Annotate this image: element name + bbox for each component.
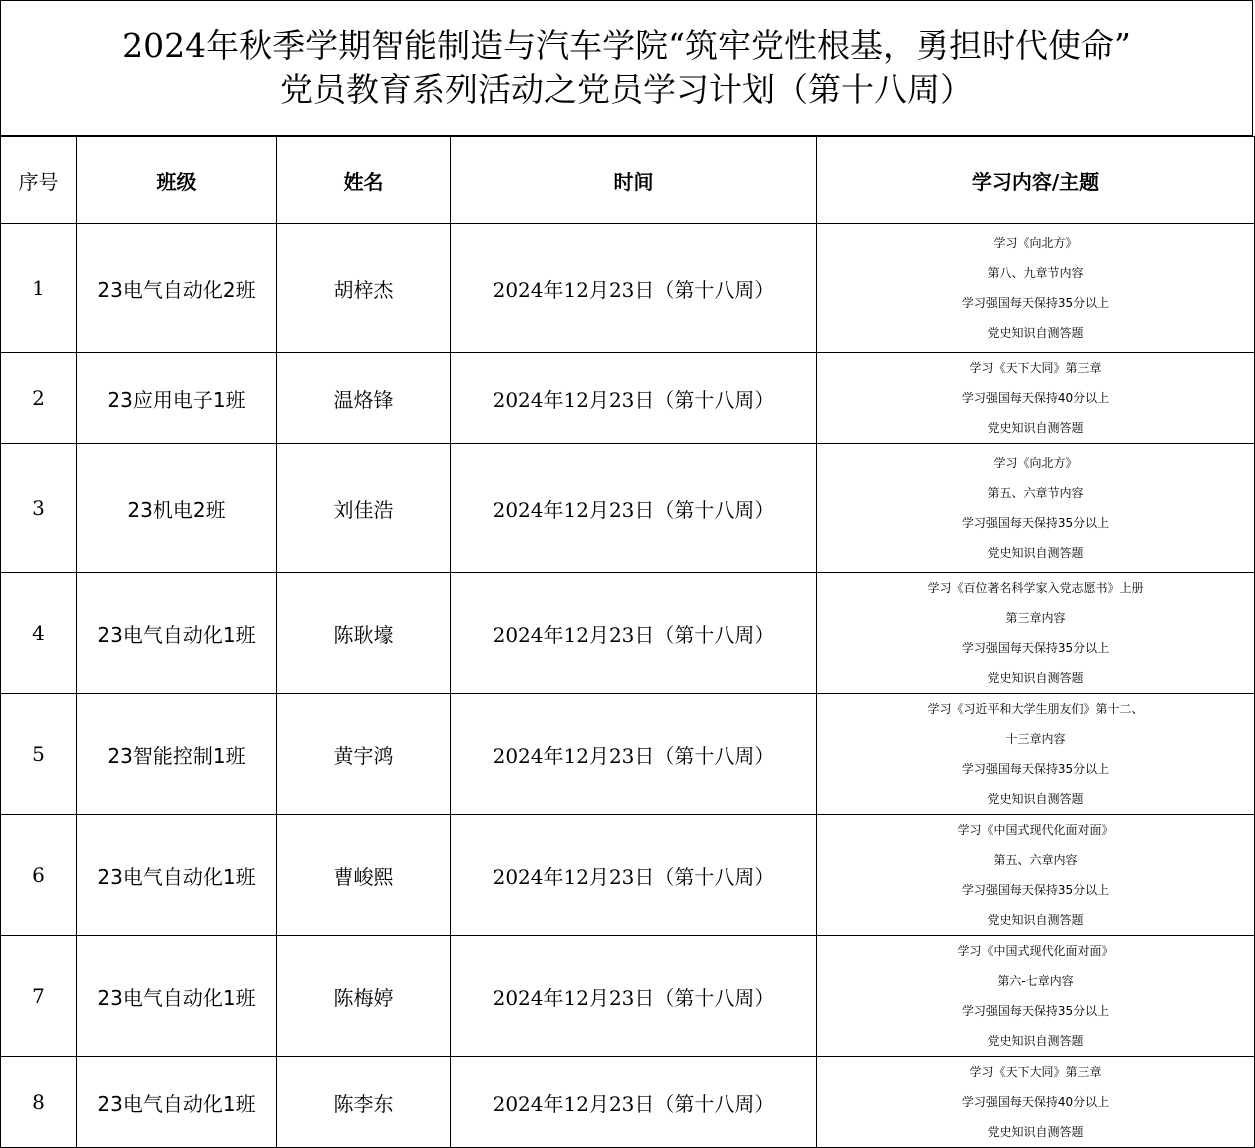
table-row: [1, 815, 1255, 936]
table-body: [1, 224, 1255, 1148]
class-cell: 23智能控制1班: [77, 694, 277, 815]
row-index-cell: 4: [1, 573, 77, 694]
content-line: 第八、九章节内容: [987, 266, 1084, 280]
table-row: [1, 1057, 1255, 1148]
study-plan-table: [0, 136, 1255, 1148]
time-cell: 2024年12月23日（第十八周）: [451, 353, 817, 444]
row-index-cell: 7: [1, 936, 77, 1057]
content-line: 学习强国每天保持35分以上: [961, 762, 1110, 776]
content-line: 学习强国每天保持35分以上: [961, 883, 1110, 897]
content-line: 党史知识自测答题: [987, 421, 1084, 435]
name-cell: 陈李东: [277, 1057, 451, 1148]
class-cell: 23电气自动化1班: [77, 573, 277, 694]
content-line: 党史知识自测答题: [987, 326, 1084, 340]
name-cell: 陈梅婷: [277, 936, 451, 1057]
content-cell: [817, 224, 1255, 353]
content-line: 党史知识自测答题: [987, 546, 1084, 560]
content-line: 第五、六章内容: [993, 853, 1078, 867]
table-row: [1, 353, 1255, 444]
header-time: 时间: [451, 137, 817, 224]
content-line: 第五、六章节内容: [987, 486, 1084, 500]
time-cell: 2024年12月23日（第十八周）: [451, 224, 817, 353]
title-line-2: 党员教育系列活动之党员学习计划（第十八周）: [280, 70, 973, 109]
header-name: 姓名: [277, 137, 451, 224]
content-line: 学习强国每天保持40分以上: [961, 1095, 1110, 1109]
content-line: 学习《天下大同》第三章: [969, 361, 1102, 375]
content-line: 党史知识自测答题: [987, 671, 1084, 685]
name-cell: 温烙锋: [277, 353, 451, 444]
name-cell: 曹峻熙: [277, 815, 451, 936]
class-cell: 23电气自动化1班: [77, 815, 277, 936]
class-cell: 23电气自动化2班: [77, 224, 277, 353]
name-cell: 刘佳浩: [277, 444, 451, 573]
content-line: 学习《向北方》: [993, 456, 1078, 470]
name-cell: 黄宇鸿: [277, 694, 451, 815]
time-cell: 2024年12月23日（第十八周）: [451, 444, 817, 573]
content-line: 学习《习近平和大学生朋友们》第十二、: [927, 702, 1144, 716]
row-index-cell: 5: [1, 694, 77, 815]
title-line-1: 2024年秋季学期智能制造与汽车学院“筑牢党性根基，勇担时代使命”: [122, 26, 1131, 65]
content-cell: [817, 1057, 1255, 1148]
name-cell: 胡梓杰: [277, 224, 451, 353]
row-index-cell: 8: [1, 1057, 77, 1148]
content-cell: [817, 444, 1255, 573]
time-cell: 2024年12月23日（第十八周）: [451, 573, 817, 694]
table-header-row: [1, 137, 1255, 224]
row-index-cell: 6: [1, 815, 77, 936]
content-line: 党史知识自测答题: [987, 1034, 1084, 1048]
content-line: 学习强国每天保持35分以上: [961, 641, 1110, 655]
class-cell: 23机电2班: [77, 444, 277, 573]
content-cell: [817, 815, 1255, 936]
name-cell: 陈耿壕: [277, 573, 451, 694]
content-line: 学习《中国式现代化面对面》: [957, 944, 1114, 958]
content-line: 党史知识自测答题: [987, 1125, 1084, 1139]
table-row: [1, 444, 1255, 573]
header-content: 学习内容/主题: [817, 137, 1255, 224]
content-line: 学习《天下大同》第三章: [969, 1065, 1102, 1079]
row-index-cell: 2: [1, 353, 77, 444]
table-row: [1, 936, 1255, 1057]
content-line: 学习《中国式现代化面对面》: [957, 823, 1114, 837]
time-cell: 2024年12月23日（第十八周）: [451, 936, 817, 1057]
class-cell: 23电气自动化1班: [77, 936, 277, 1057]
time-cell: 2024年12月23日（第十八周）: [451, 1057, 817, 1148]
content-line: 学习强国每天保持40分以上: [961, 391, 1110, 405]
content-line: 党史知识自测答题: [987, 792, 1084, 806]
table-row: [1, 224, 1255, 353]
header-class: 班级: [77, 137, 277, 224]
content-line: 第六-七章内容: [997, 974, 1074, 988]
document-title: [0, 0, 1253, 136]
row-index-cell: 3: [1, 444, 77, 573]
content-cell: [817, 936, 1255, 1057]
class-cell: 23电气自动化1班: [77, 1057, 277, 1148]
content-line: 十三章内容: [1005, 732, 1066, 746]
table-row: [1, 694, 1255, 815]
content-cell: [817, 573, 1255, 694]
row-index-cell: 1: [1, 224, 77, 353]
content-line: 学习《向北方》: [993, 236, 1078, 250]
time-cell: 2024年12月23日（第十八周）: [451, 694, 817, 815]
content-line: 学习强国每天保持35分以上: [961, 296, 1110, 310]
table-row: [1, 573, 1255, 694]
content-cell: [817, 694, 1255, 815]
content-line: 第三章内容: [1005, 611, 1066, 625]
header-index: 序号: [1, 137, 77, 224]
content-line: 党史知识自测答题: [987, 913, 1084, 927]
content-cell: [817, 353, 1255, 444]
content-line: 学习《百位著名科学家入党志愿书》上册: [927, 581, 1144, 595]
time-cell: 2024年12月23日（第十八周）: [451, 815, 817, 936]
content-line: 学习强国每天保持35分以上: [961, 516, 1110, 530]
content-line: 学习强国每天保持35分以上: [961, 1004, 1110, 1018]
class-cell: 23应用电子1班: [77, 353, 277, 444]
